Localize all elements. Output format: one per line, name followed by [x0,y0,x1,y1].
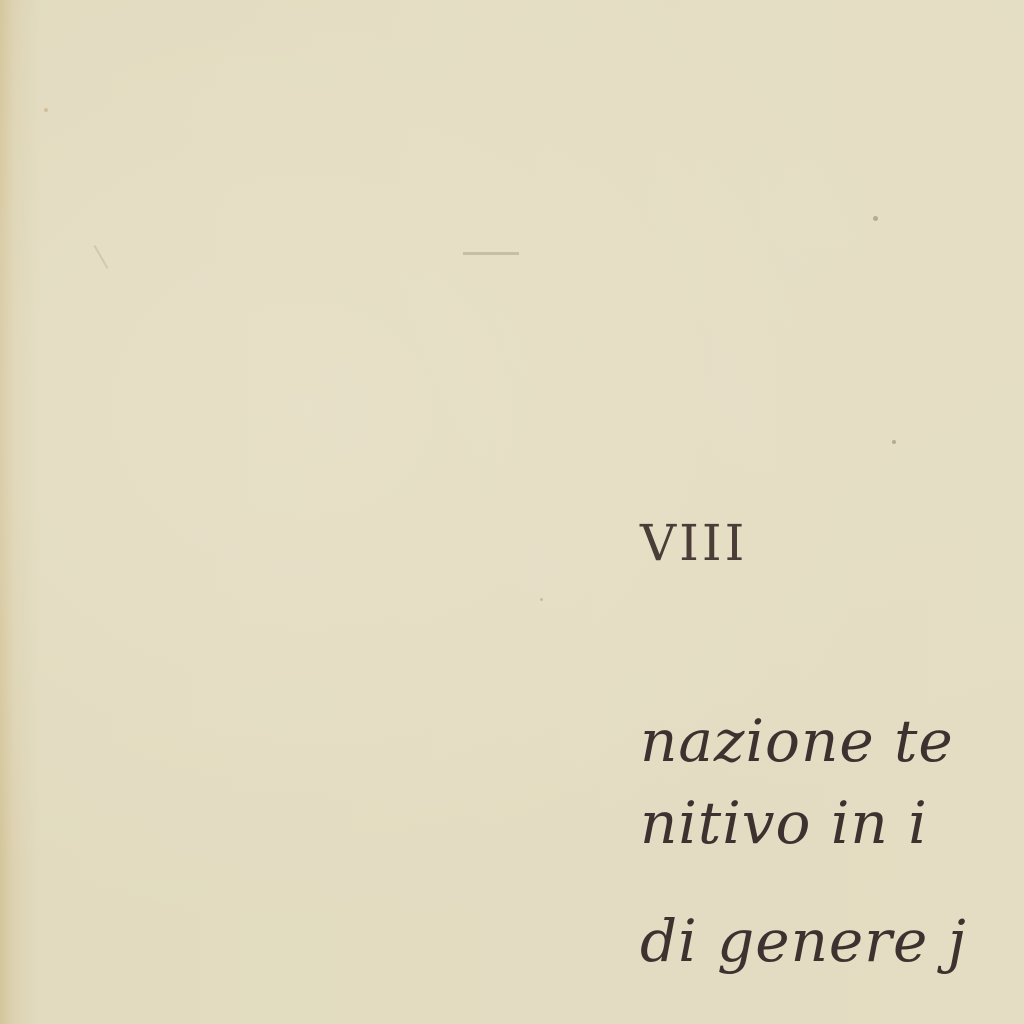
paper-mark [94,245,109,269]
paper-speck [873,216,878,221]
page-number: VIII [640,514,748,572]
paper-speck [892,440,896,444]
text-line: nitivo in i [640,789,928,857]
text-line: di genere j [640,907,967,975]
paper-speck [540,598,543,601]
paper-speck [44,108,48,112]
paper-mark [463,252,519,255]
text-line: nazione te [640,707,954,775]
